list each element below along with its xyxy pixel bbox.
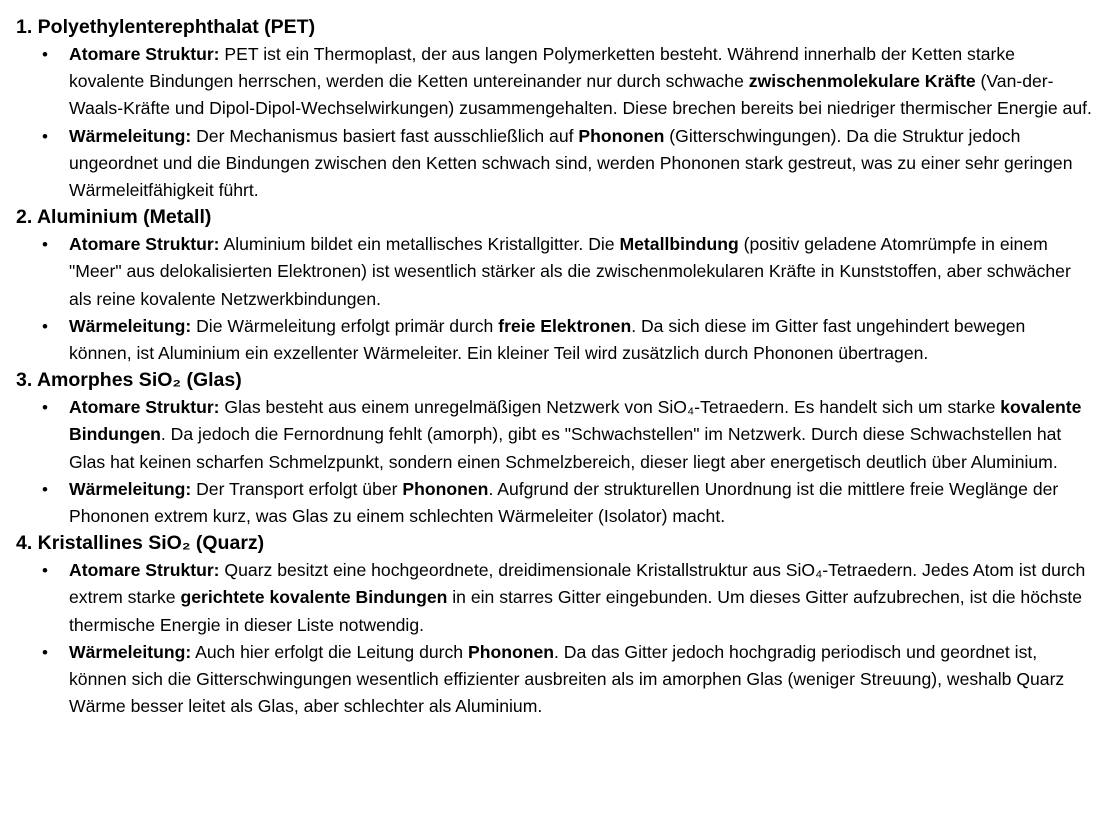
text-run: . Da jedoch die Fernordnung fehlt (amorph), gibt es "Schwachstellen" im Netzwerk. Durch diese Schwachstellen hat Glas hat keinen scharfen Schmelzpunkt, sondern einen Schmelzbereich, dieser liegt aber energetisch deutlich über Aluminium. <box>69 424 1062 472</box>
item-text <box>69 44 1092 118</box>
bullet-icon: • <box>42 479 48 499</box>
section-glas <box>16 367 1092 530</box>
section-pet <box>16 14 1092 204</box>
bullet-icon: • <box>42 398 48 418</box>
bold-text: freie Elektronen <box>498 315 632 336</box>
bullet-list <box>16 231 1092 367</box>
section-title: 4. Kristallines SiO₂ (Quarz) <box>16 532 265 555</box>
item-text <box>69 479 1058 526</box>
list-item <box>16 639 1092 721</box>
list-item <box>16 41 1092 123</box>
bold-text: Phononen <box>578 125 665 146</box>
list-item <box>16 557 1092 639</box>
bold-text: Atomare Struktur: <box>69 560 220 581</box>
text-run: Auch hier erfolgt die Leitung durch <box>191 641 468 662</box>
text-run: Die Wärmeleitung erfolgt primär durch <box>191 315 499 336</box>
bold-text: kovalente Bindungen <box>69 397 1082 445</box>
bullet-list <box>16 41 1092 204</box>
bold-text: Wärmeleitung: <box>69 125 192 146</box>
text-run: PET ist ein Thermoplast, der aus langen Polymerketten besteht. Während innerhalb der Ketten starke kovalente Bindungen herrschen, werden die Ketten untereinander nur durch schwache <box>69 44 1015 92</box>
list-item <box>16 313 1092 367</box>
section-quarz <box>16 530 1092 720</box>
bold-text: Phononen <box>402 478 489 499</box>
bullet-icon: • <box>42 235 48 255</box>
text-run: Glas besteht aus einem unregelmäßigen Netzwerk von SiO₄-Tetraedern. Es handelt sich um starke <box>219 397 1001 418</box>
text-run: (positiv geladene Atomrümpfe in einem "Meer" aus delokalisierten Elektronen) ist wesentlich stärker als die zwischenmolekularen Kräfte in Kunststoffen, aber schwächer als reine kovalente Netzwerkbindungen. <box>69 234 1071 309</box>
bold-text: Atomare Struktur: <box>69 44 220 64</box>
bold-text: zwischenmolekulare Kräfte <box>748 71 976 92</box>
item-text <box>69 560 1085 634</box>
bold-text: Atomare Struktur: <box>69 397 220 418</box>
list-item <box>16 123 1092 205</box>
text-run: Der Mechanismus basiert fast ausschließlich auf <box>191 125 579 146</box>
item-text <box>69 642 1064 716</box>
item-text <box>69 234 1071 308</box>
list-item <box>16 394 1092 476</box>
bold-text: gerichtete kovalente Bindungen <box>180 587 448 608</box>
text-run: (Van-der-Waals-Kräfte und Dipol-Dipol-Wechselwirkungen) zusammengehalten. Diese brechen bereits bei niedriger thermischer Energie auf. <box>69 71 1092 119</box>
list-item <box>16 476 1092 530</box>
bold-text: Metallbindung <box>619 234 739 255</box>
list-item <box>16 231 1092 313</box>
section-title: 3. Amorphes SiO₂ (Glas) <box>16 369 242 392</box>
item-text <box>69 316 1025 363</box>
text-run: Quarz besitzt eine hochgeordnete, dreidimensionale Kristallstruktur aus SiO₄-Tetraedern. Jedes Atom ist durch extrem starke <box>69 560 1086 608</box>
bullet-icon: • <box>42 642 48 662</box>
text-run: in ein starres Gitter eingebunden. Um dieses Gitter aufzubrechen, ist die höchste thermische Energie in dieser Liste notwendig. <box>69 587 1083 635</box>
bullet-list <box>16 557 1092 720</box>
bullet-icon: • <box>42 316 48 336</box>
section-title: 2. Aluminium (Metall) <box>16 206 212 229</box>
text-run: Der Transport erfolgt über <box>191 478 403 499</box>
bold-text: Wärmeleitung: <box>69 478 192 499</box>
bold-text: Wärmeleitung: <box>69 641 192 662</box>
bold-text: Phononen <box>467 641 554 662</box>
bold-text: Atomare Struktur: <box>69 234 220 255</box>
item-text <box>69 126 1073 200</box>
bullet-list <box>16 394 1092 530</box>
bold-text: Wärmeleitung: <box>69 315 192 336</box>
text-run: (Gitterschwingungen). Da die Struktur jedoch ungeordnet und die Bindungen zwischen den Ketten schwach sind, werden Phononen stark gestreut, was zu einer sehr geringen Wärmeleitfähigkeit führt. <box>69 125 1073 201</box>
text-run: . Da das Gitter jedoch hochgradig periodisch und geordnet ist, können sich die Gitterschwingungen wesentlich effizienter ausbreiten als im amorphen Glas (weniger Streuung), weshalb Quarz Wärme besser leitet als Glas, aber schlechter als Aluminium. <box>69 641 1065 717</box>
text-run: . Da sich diese im Gitter fast ungehindert bewegen können, ist Aluminium ein exzellenter Wärmeleiter. Ein kleiner Teil wird zusätzlich durch Phononen übertragen. <box>69 315 1026 364</box>
section-title: 1. Polyethylenterephthalat (PET) <box>16 16 316 38</box>
bullet-icon: • <box>42 126 48 146</box>
bullet-icon: • <box>42 45 48 64</box>
text-run: . Aufgrund der strukturellen Unordnung ist die mittlere freie Weglänge der Phononen extrem kurz, was Glas zu einem schlechten Wärmeleiter (Isolator) macht. <box>69 478 1059 527</box>
text-run: Aluminium bildet ein metallisches Kristallgitter. Die <box>219 234 620 255</box>
bullet-icon: • <box>42 561 48 581</box>
section-aluminium <box>16 204 1092 367</box>
item-text <box>69 397 1081 471</box>
